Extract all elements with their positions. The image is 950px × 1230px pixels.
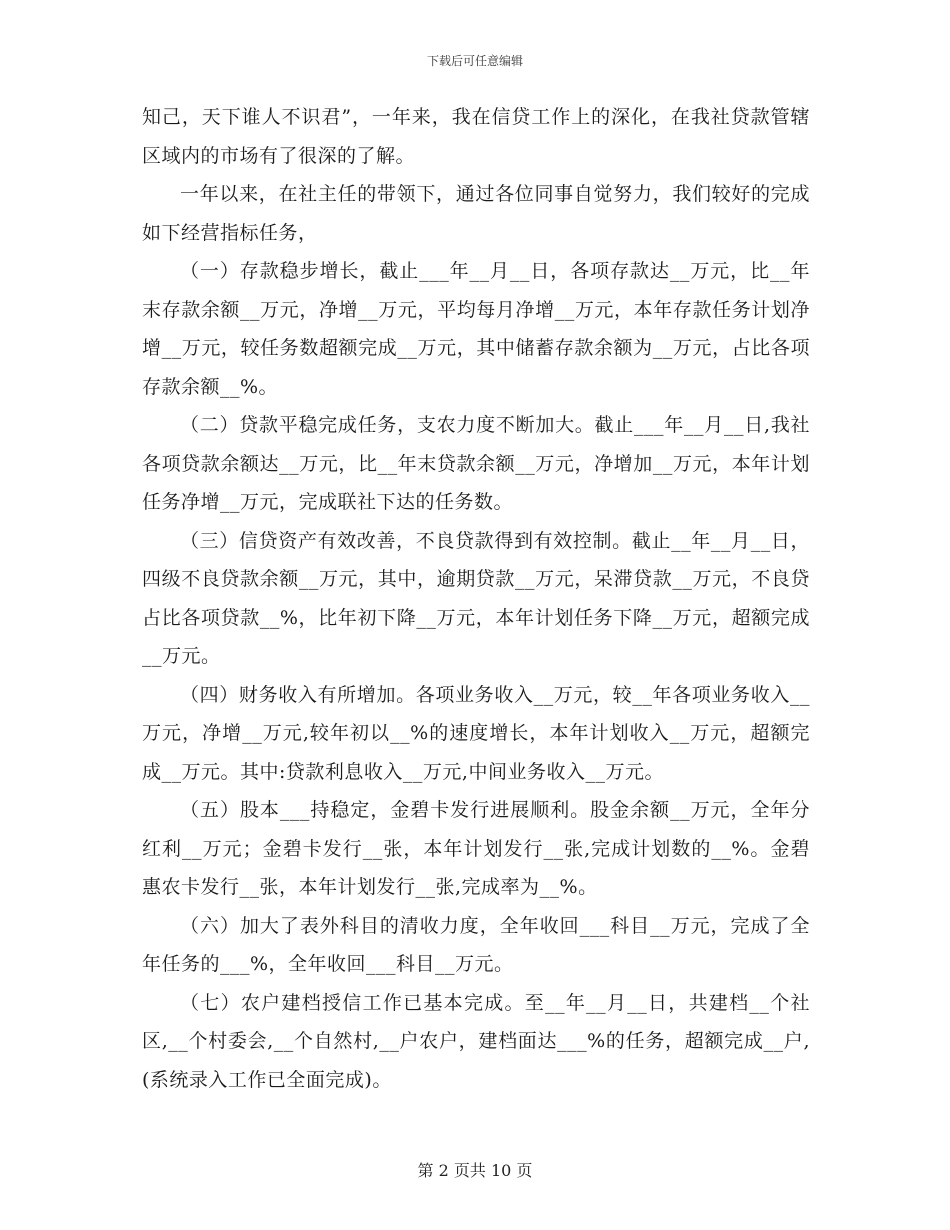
paragraph-loans: （二）贷款平稳完成任务，支农力度不断加大。截止___年__月__日,我社各项贷款余额达__万元，比__年末贷款余额__万元，净增加__万元，本年计划任务净增__万元，完成联社下达的任务数。 — [142, 414, 810, 513]
paragraph-share-capital: （五）股本___持稳定，金碧卡发行进展顺利。股金余额__万元，全年分红利__万元；金碧卡发行__张，本年计划发行__张,完成计划数的__%。金碧惠农卡发行__张，本年计划发行__张,完成率为__%。 — [142, 799, 810, 898]
paragraph-farmer-files: （七）农户建档授信工作已基本完成。至__年__月__日，共建档__个社区,__个村委会,__个自然村,__户农户，建档面达___%的任务，超额完成__户,(系统录入工作已全面完成)。 — [142, 991, 810, 1091]
paragraph-off-balance: （六）加大了表外科目的清收力度，全年收回___科目__万元，完成了全年任务的___%，全年收回___科目__万元。 — [142, 914, 810, 975]
paragraph-continuation: 知己，天下谁人不识君”，一年来，我在信贷工作上的深化，在我社贷款管辖区域内的市场有了很深的了解。 — [142, 106, 810, 167]
document-body — [142, 98, 810, 1099]
paragraph-intro: 一年以来，在社主任的带领下，通过各位同事自觉努力，我们较好的完成如下经营指标任务， — [142, 183, 810, 244]
page-header-note: 下载后可任意编辑 — [426, 54, 523, 68]
paragraph-financial-income: （四）财务收入有所增加。各项业务收入__万元，较__年各项业务收入__万元，净增__万元,较年初以__%的速度增长，本年计划收入__万元，超额完成__万元。其中:贷款利息收入__万元,中间业务收入__万元。 — [142, 683, 810, 783]
paragraph-deposits: （一）存款稳步增长，截止___年__月__日，各项存款达__万元，比__年末存款余额__万元，净增__万元，平均每月净增__万元，本年存款任务计划净增__万元，较任务数超额完成__万元，其中储蓄存款余额为__万元，占比各项存款余额__%。 — [142, 260, 810, 398]
page-number: 第 2 页共 10 页 — [417, 1161, 533, 1180]
paragraph-credit-assets: （三）信贷资产有效改善，不良贷款得到有效控制。截止__年__月__日，四级不良贷款余额__万元，其中，逾期贷款__万元，呆滞贷款__万元，不良贷占比各项贷款__%，比年初下降__万元，本年计划任务下降__万元，超额完成__万元。 — [142, 529, 810, 667]
